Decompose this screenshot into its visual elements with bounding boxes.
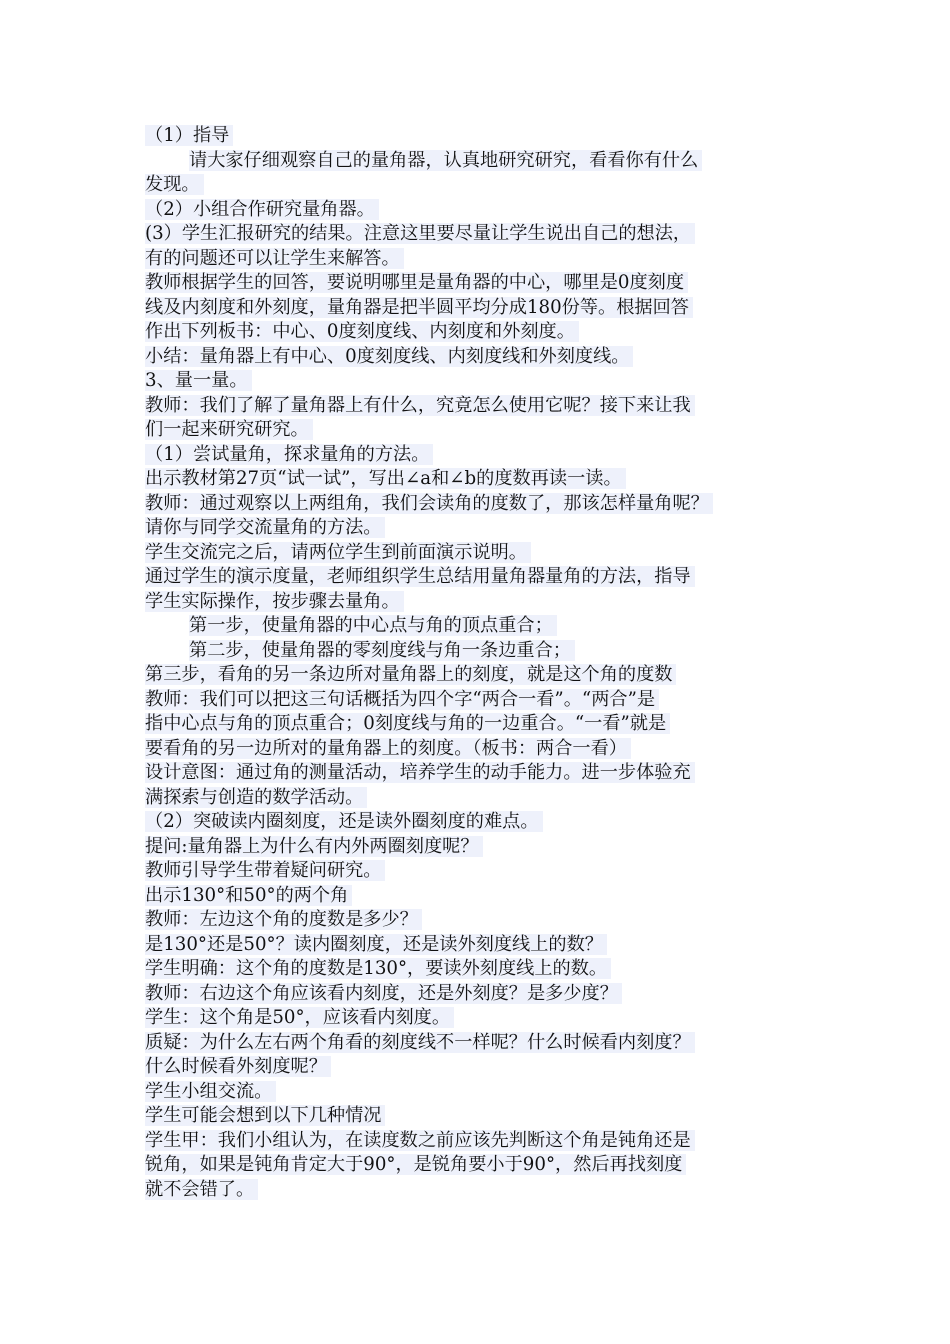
text-line-content: 教师：通过观察以上两组角，我们会读角的度数了，那该怎样量角呢？ [145, 493, 713, 514]
text-line [145, 1080, 810, 1105]
text-line-content: 满探索与创造的数学活动。 [145, 787, 367, 808]
text-line [145, 1153, 810, 1178]
text-line-content: (3）学生汇报研究的结果。注意这里要尽量让学生说出自己的想法， [145, 223, 695, 244]
text-line [145, 443, 810, 468]
text-line [145, 492, 810, 517]
text-line-content: 学生小组交流。 [145, 1081, 276, 1102]
text-line-content: 们一起来研究研究。 [145, 419, 313, 440]
text-line [145, 982, 810, 1007]
text-line-content: 学生实际操作，按步骤去量角。 [145, 591, 404, 612]
text-line-content: 质疑：为什么左右两个角看的刻度线不一样呢？什么时候看内刻度？ [145, 1032, 695, 1053]
text-line [145, 1178, 810, 1203]
text-line [145, 320, 810, 345]
text-line-content: 3、量一量。 [145, 370, 252, 391]
text-line-content: 什么时候看外刻度呢？ [145, 1056, 331, 1077]
text-line-content: 教师：左边这个角的度数是多少？ [145, 909, 422, 930]
document-body [145, 124, 810, 1202]
text-line [145, 1031, 810, 1056]
text-line-content: 请你与同学交流量角的方法。 [145, 517, 385, 538]
text-line [145, 786, 810, 811]
text-line-content: 第二步，使量角器的零刻度线与角一条边重合； [189, 640, 575, 661]
text-line-content: 教师：右边这个角应该看内刻度，还是外刻度？是多少度？ [145, 983, 622, 1004]
text-line [145, 149, 810, 174]
text-line-content: 出示130°和50°的两个角 [145, 885, 352, 906]
text-line-content: 学生交流完之后，请两位学生到前面演示说明。 [145, 542, 531, 563]
text-line [145, 810, 810, 835]
text-line-content: 教师引导学生带着疑问研究。 [145, 860, 385, 881]
text-line-content: 是130°还是50°？读内圈刻度，还是读外刻度线上的数？ [145, 934, 607, 955]
text-line-content: （2）突破读内圈刻度，还是读外圈刻度的难点。 [145, 811, 543, 832]
text-line [145, 663, 810, 688]
text-line [145, 1006, 810, 1031]
text-line [145, 933, 810, 958]
text-line [145, 467, 810, 492]
text-line [145, 418, 810, 443]
text-line [145, 541, 810, 566]
text-line-content: 通过学生的演示度量，老师组织学生总结用量角器量角的方法，指导 [145, 566, 695, 587]
text-line-content: 发现。 [145, 174, 204, 195]
text-line-content: 锐角，如果是钝角肯定大于90°，是锐角要小于90°，然后再找刻度 [145, 1154, 686, 1175]
text-line [145, 737, 810, 762]
text-line-content: 学生：这个角是50°，应该看内刻度。 [145, 1007, 454, 1028]
text-line-content: 有的问题还可以让学生来解答。 [145, 248, 404, 269]
text-line [145, 173, 810, 198]
text-line [145, 296, 810, 321]
text-line [145, 345, 810, 370]
text-line-content: 就不会错了。 [145, 1179, 258, 1200]
text-line-content: 教师：我们了解了量角器上有什么，究竟怎么使用它呢？接下来让我 [145, 395, 695, 416]
text-line [145, 1055, 810, 1080]
text-line-content: 第一步，使量角器的中心点与角的顶点重合； [189, 615, 557, 636]
text-line [145, 761, 810, 786]
text-line-content: 线及内刻度和外刻度，量角器是把半圆平均分成180份等。根据回答 [145, 297, 693, 318]
text-line [145, 369, 810, 394]
text-line [145, 124, 810, 149]
text-line-content: （1）尝试量角，探求量角的方法。 [145, 444, 433, 465]
text-line-content: 作出下列板书：中心、0度刻度线、内刻度和外刻度。 [145, 321, 579, 342]
text-line [145, 198, 810, 223]
text-line-content: 要看角的另一边所对的量角器上的刻度。（板书：两合一看） [145, 738, 631, 759]
text-line [145, 1129, 810, 1154]
text-line-content: 第三步，看角的另一条边所对量角器上的刻度，就是这个角的度数 [145, 664, 676, 685]
text-line [145, 565, 810, 590]
text-line-content: 小结：量角器上有中心、0度刻度线、内刻度线和外刻度线。 [145, 346, 633, 367]
text-line [145, 271, 810, 296]
text-line [145, 394, 810, 419]
text-line [145, 639, 810, 664]
text-line [145, 884, 810, 909]
text-line-content: （2）小组合作研究量角器。 [145, 199, 379, 220]
text-line-content: 学生可能会想到以下几种情况 [145, 1105, 385, 1126]
text-line [145, 908, 810, 933]
text-line-content: 指中心点与角的顶点重合；0刻度线与角的一边重合。“一看”就是 [145, 713, 670, 734]
text-line [145, 247, 810, 272]
text-line [145, 688, 810, 713]
text-line-content: 学生甲：我们小组认为，在读度数之前应该先判断这个角是钝角还是 [145, 1130, 695, 1151]
text-line [145, 1104, 810, 1129]
text-line [145, 859, 810, 884]
text-line-content: 设计意图：通过角的测量活动，培养学生的动手能力。进一步体验充 [145, 762, 695, 783]
text-line-content: （1）指导 [145, 125, 233, 146]
text-line-content: 教师：我们可以把这三句话概括为四个字“两合一看”。“两合”是 [145, 689, 659, 710]
text-line [145, 835, 810, 860]
text-line [145, 590, 810, 615]
text-line [145, 516, 810, 541]
text-line-content: 教师根据学生的回答，要说明哪里是量角器的中心，哪里是0度刻度 [145, 272, 688, 293]
text-line [145, 712, 810, 737]
text-line-content: 请大家仔细观察自己的量角器，认真地研究研究，看看你有什么 [189, 150, 702, 171]
text-line-content: 学生明确：这个角的度数是130°，要读外刻度线上的数。 [145, 958, 611, 979]
text-line-content: 出示教材第27页“试一试”，写出∠a和∠b的度数再读一读。 [145, 468, 626, 489]
text-line-content: 提问:量角器上为什么有内外两圈刻度呢？ [145, 836, 483, 857]
text-line [145, 222, 810, 247]
text-line [145, 614, 810, 639]
text-line [145, 957, 810, 982]
